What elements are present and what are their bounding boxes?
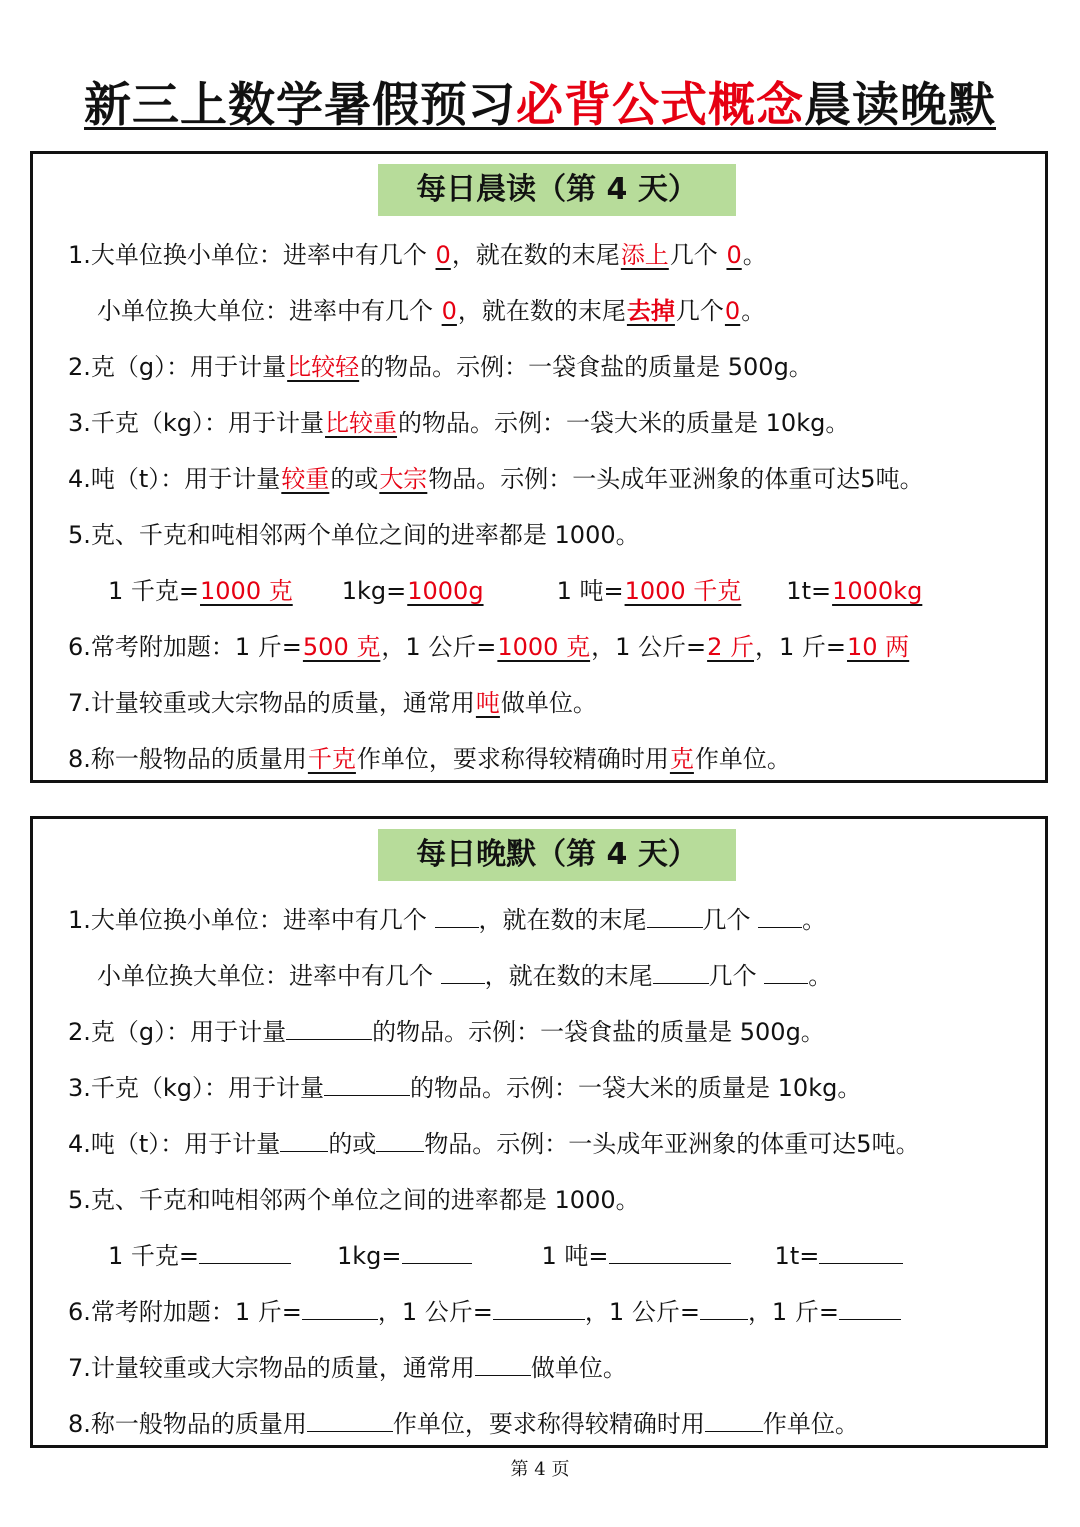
evening-line-1: 1.大单位换小单位：进率中有几个 ，就在数的末尾 几个 。 xyxy=(68,903,826,937)
answer: 吨 xyxy=(475,689,500,717)
answer-blank[interactable] xyxy=(286,1015,372,1040)
title-part2: 必背公式概念 xyxy=(516,78,804,133)
evening-line-7: 1 千克= 1kg= 1 吨= 1t= xyxy=(108,1239,903,1273)
answer: 2 斤 xyxy=(707,633,754,661)
morning-line-2: 小单位换大单位：进率中有几个 0，就在数的末尾去掉几个0。 xyxy=(97,297,766,325)
answer-blank[interactable] xyxy=(199,1239,291,1264)
evening-line-3: 2.克（g）：用于计量 的物品。示例：一袋食盐的质量是 500g。 xyxy=(68,1015,825,1049)
morning-line-6: 5.克、千克和吨相邻两个单位之间的进率都是 1000。 xyxy=(68,521,640,549)
evening-line-6: 5.克、千克和吨相邻两个单位之间的进率都是 1000。 xyxy=(68,1186,640,1214)
answer-blank[interactable] xyxy=(280,1127,328,1152)
morning-line-9: 7.计量较重或大宗物品的质量，通常用吨做单位。 xyxy=(68,689,597,717)
morning-line-1: 1.大单位换小单位：进率中有几个 0，就在数的末尾添上几个 0。 xyxy=(68,241,767,269)
answer-blank[interactable] xyxy=(324,1071,410,1096)
morning-line-4: 3.千克（kg）：用于计量比较重的物品。示例：一袋大米的质量是 10kg。 xyxy=(68,409,850,437)
answer-blank[interactable] xyxy=(609,1239,731,1264)
answer-blank[interactable] xyxy=(647,903,703,928)
answer: 较重 xyxy=(281,465,330,493)
answer-blank[interactable] xyxy=(307,1407,393,1432)
answer: 去掉 xyxy=(626,297,675,325)
answer-blank[interactable] xyxy=(441,959,485,984)
morning-line-7: 1 千克=1000 克 1kg=1000g 1 吨=1000 千克 1t=1000kg xyxy=(108,577,923,605)
answer: 1000kg xyxy=(832,577,923,605)
morning-reading-box xyxy=(30,151,1048,783)
answer: 500 克 xyxy=(302,633,381,661)
answer-blank[interactable] xyxy=(819,1239,903,1264)
evening-line-10: 8.称一般物品的质量用 作单位，要求称得较精确时用 作单位。 xyxy=(68,1407,859,1441)
morning-line-10: 8.称一般物品的质量用千克作单位，要求称得较精确时用克作单位。 xyxy=(68,745,791,773)
page-title xyxy=(0,72,1080,140)
answer: 10 两 xyxy=(847,633,910,661)
title-part1: 新三上数学暑假预习 xyxy=(84,78,516,133)
evening-line-2: 小单位换大单位：进率中有几个 ，就在数的末尾 几个 。 xyxy=(97,959,832,993)
answer: 比较轻 xyxy=(287,353,360,381)
answer-blank[interactable] xyxy=(758,903,802,928)
evening-line-4: 3.千克（kg）：用于计量 的物品。示例：一袋大米的质量是 10kg。 xyxy=(68,1071,861,1105)
answer: 0 xyxy=(441,297,457,325)
morning-heading: 每日晨读（第 4 天） xyxy=(378,164,736,216)
morning-line-3: 2.克（g）：用于计量比较轻的物品。示例：一袋食盐的质量是 500g。 xyxy=(68,353,813,381)
answer: 1000 克 xyxy=(497,633,591,661)
evening-line-9: 7.计量较重或大宗物品的质量，通常用 做单位。 xyxy=(68,1351,627,1385)
evening-dictation-box xyxy=(30,816,1048,1448)
answer-blank[interactable] xyxy=(839,1295,901,1320)
answer: 添上 xyxy=(620,241,669,269)
answer-blank[interactable] xyxy=(700,1295,748,1320)
evening-heading: 每日晚默（第 4 天） xyxy=(378,829,736,881)
answer-blank[interactable] xyxy=(653,959,709,984)
answer: 千克 xyxy=(307,745,356,773)
morning-line-5: 4.吨（t）：用于计量较重的或大宗物品。示例：一头成年亚洲象的体重可达5吨。 xyxy=(68,465,924,493)
answer-blank[interactable] xyxy=(376,1127,424,1152)
answer: 1000 千克 xyxy=(624,577,742,605)
morning-line-8: 6.常考附加题：1 斤=500 克，1 公斤=1000 克，1 公斤=2 斤，1 斤=10 两 xyxy=(68,633,910,661)
answer-blank[interactable] xyxy=(402,1239,472,1264)
answer: 1000g xyxy=(407,577,484,605)
answer-blank[interactable] xyxy=(435,903,479,928)
answer-blank[interactable] xyxy=(705,1407,763,1432)
title-part3: 晨读晚默 xyxy=(804,78,996,133)
answer-blank[interactable] xyxy=(475,1351,531,1376)
answer: 克 xyxy=(669,745,694,773)
evening-line-8: 6.常考附加题：1 斤= ，1 公斤= ，1 公斤= ，1 斤= xyxy=(68,1295,901,1329)
answer-blank[interactable] xyxy=(764,959,808,984)
evening-line-5: 4.吨（t）：用于计量 的或 物品。示例：一头成年亚洲象的体重可达5吨。 xyxy=(68,1127,920,1161)
answer: 1000 克 xyxy=(200,577,293,605)
answer-blank[interactable] xyxy=(302,1295,378,1320)
answer: 0 xyxy=(435,241,451,269)
answer: 大宗 xyxy=(379,465,428,493)
answer: 比较重 xyxy=(325,409,398,437)
answer-blank[interactable] xyxy=(493,1295,585,1320)
page-number: 第 4 页 xyxy=(510,1459,570,1480)
answer: 0 xyxy=(726,241,742,269)
answer: 0 xyxy=(724,297,741,325)
